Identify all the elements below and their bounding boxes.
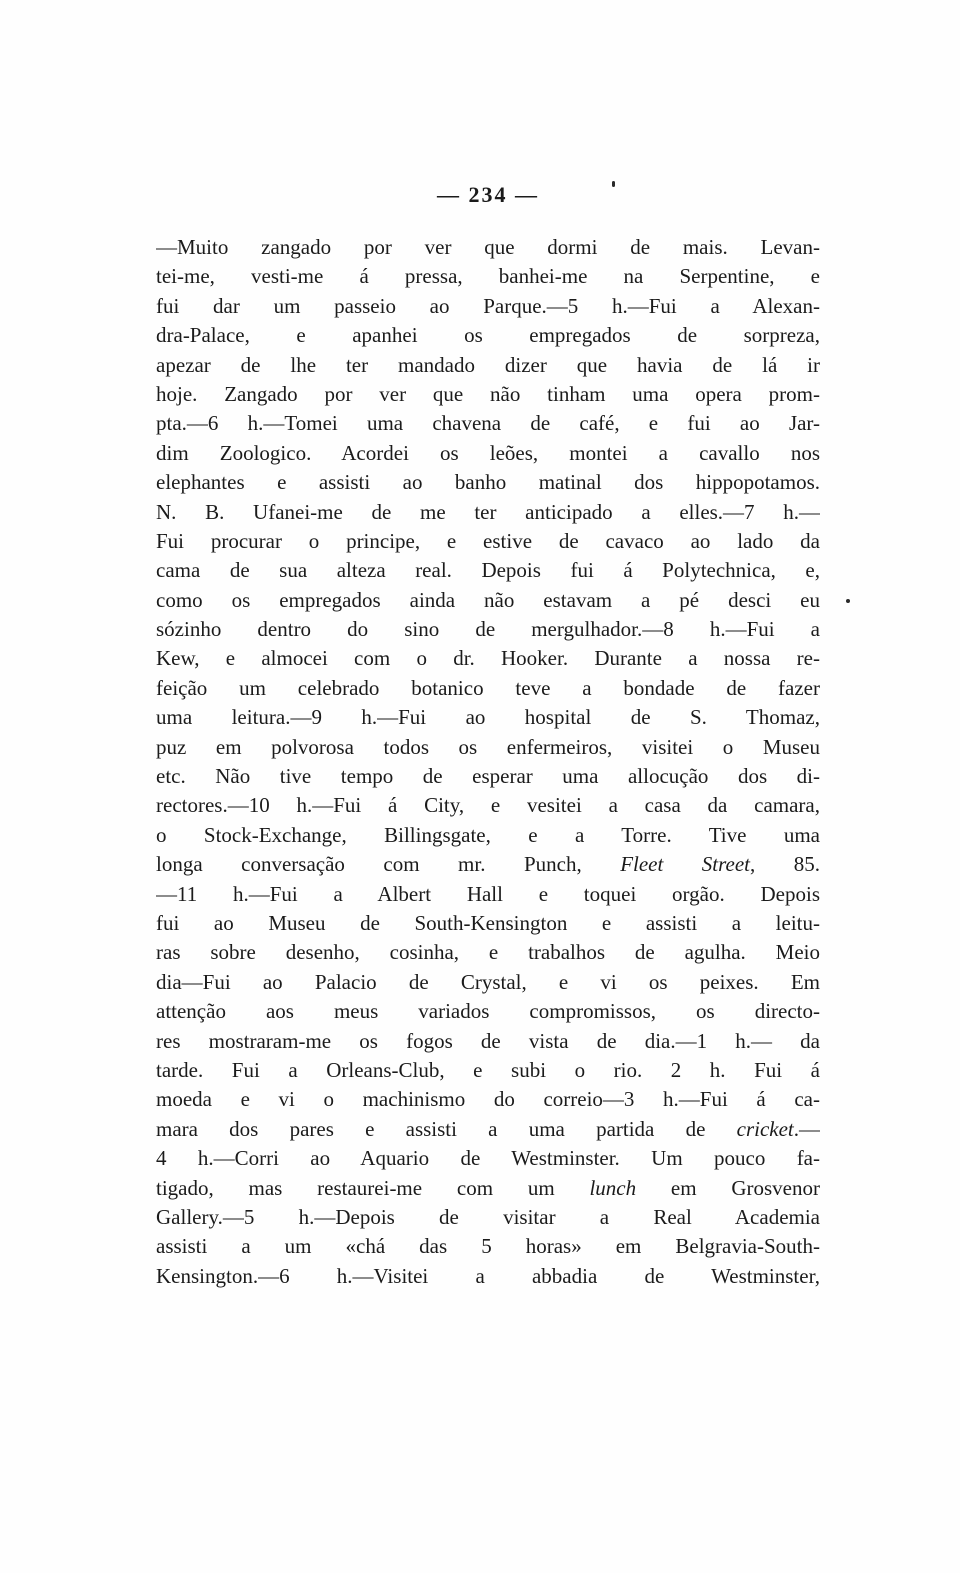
text-line: cama de sua alteza real. Depois fui á Polytechnica, e, <box>156 558 820 583</box>
text-line: elephantes e assisti ao banho matinal dos hippopotamos. <box>156 470 820 495</box>
text-line: dra-Palace, e apanhei os empregados de sorpreza, <box>156 323 820 348</box>
text-line: Kensington.—6 h.—Visitei a abbadia de Westminster, <box>156 1263 820 1288</box>
text-line: fui ao Museu de South-Kensington e assisti a leitu- <box>156 910 820 935</box>
page-text <box>156 233 820 1291</box>
text-line: 4 h.—Corri ao Aquario de Westminster. Um pouco fa- <box>156 1146 820 1171</box>
scan-artifact-dot <box>846 599 850 603</box>
page-content <box>156 182 820 1291</box>
text-line: o Stock-Exchange, Billingsgate, e a Torre. Tive uma <box>156 822 820 847</box>
text-line: uma leitura.—9 h.—Fui ao hospital de S. Thomaz, <box>156 705 820 730</box>
text-line: fui dar um passeio ao Parque.—5 h.—Fui a Alexan- <box>156 293 820 318</box>
text-line: feição um celebrado botanico teve a bondade de fazer <box>156 675 820 700</box>
text-line: hoje. Zangado por ver que não tinham uma opera prom- <box>156 381 820 406</box>
text-line: mara dos pares e assisti a uma partida de cricket.— <box>156 1116 820 1141</box>
text-line: tarde. Fui a Orleans-Club, e subi o rio. 2 h. Fui á <box>156 1057 820 1082</box>
text-line: pta.—6 h.—Tomei uma chavena de café, e fui ao Jar- <box>156 411 820 436</box>
text-line: moeda e vi o machinismo do correio—3 h.—Fui á ca- <box>156 1087 820 1112</box>
text-line: rectores.—10 h.—Fui á City, e vesitei a casa da camara, <box>156 793 820 818</box>
text-line: sózinho dentro do sino de mergulhador.—8 h.—Fui a <box>156 617 820 642</box>
text-line: Gallery.—5 h.—Depois de visitar a Real Academia <box>156 1204 820 1229</box>
text-line: res mostraram-me os fogos de vista de dia.—1 h.— da <box>156 1028 820 1053</box>
text-line: dim Zoologico. Acordei os leões, montei a cavallo nos <box>156 440 820 465</box>
text-line: attenção aos meus variados compromissos, os directo- <box>156 999 820 1024</box>
text-line: tei-me, vesti-me á pressa, banhei-me na Serpentine, e <box>156 264 820 289</box>
text-line: dia—Fui ao Palacio de Crystal, e vi os peixes. Em <box>156 969 820 994</box>
text-line: —Muito zangado por ver que dormi de mais. Levan- <box>156 235 820 259</box>
text-line: —11 h.—Fui a Albert Hall e toquei orgão. Depois <box>156 881 820 906</box>
text-line: apezar de lhe ter mandado dizer que havia de lá ir <box>156 352 820 377</box>
text-line: longa conversação com mr. Punch, Fleet Street, 85. <box>156 852 820 877</box>
text-line: como os empregados ainda não estavam a pé desci eu <box>156 587 820 612</box>
text-line: puz em polvorosa todos os enfermeiros, visitei o Museu <box>156 734 820 759</box>
text-line: tigado, mas restaurei-me com um lunch em Grosvenor <box>156 1175 820 1200</box>
text-line: assisti a um «chá das 5 horas» em Belgravia-South- <box>156 1234 820 1259</box>
text-line: etc. Não tive tempo de esperar uma allocução dos di- <box>156 764 820 789</box>
text-line: Fui procurar o principe, e estive de cavaco ao lado da <box>156 528 820 553</box>
text-line: Kew, e almocei com o dr. Hooker. Durante a nossa re- <box>156 646 820 671</box>
text-line: ras sobre desenho, cosinha, e trabalhos de agulha. Meio <box>156 940 820 965</box>
page-number: — 234 — <box>437 182 539 207</box>
text-line: N. B. Ufanei-me de me ter anticipado a elles.—7 h.— <box>156 499 820 524</box>
